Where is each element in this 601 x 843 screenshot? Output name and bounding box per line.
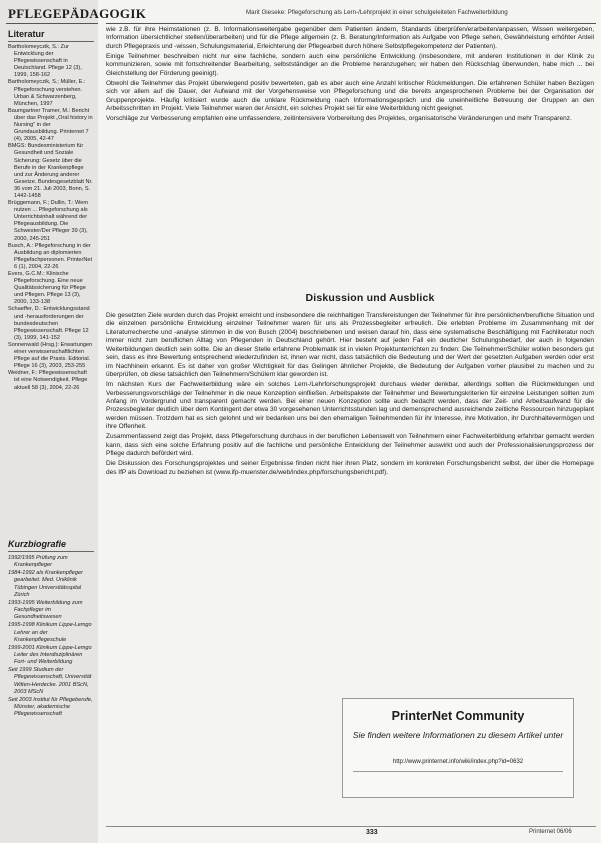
community-box-text: Sie finden weitere Informationen zu diesem Artikel unter <box>352 730 564 740</box>
community-box-divider <box>353 771 563 772</box>
literature-heading-rule <box>8 41 94 42</box>
header-divider <box>106 23 596 24</box>
reference-item: Schaeffer, D.: Entwicklungsstand und -herausforderungen der bundesdeutschen Pflegewissenschaft. Pflege 12 (3), 1999, 141-152 <box>8 306 90 341</box>
biography-heading-rule <box>8 551 94 552</box>
biography-list <box>8 555 94 719</box>
body-paragraph: Obwohl die Teilnehmer das Projekt überwiegend positiv bewerteten, gab es aber auch eine Anzahl kritischer Rückmeldungen. Die erfahrenen Schüler haben Bezügen sich vor allem auf die Dauer, der Aufwand mit der Vorgehensweise von Pflegeforschung und die bereits angesprochenen Probleme bei der Organisation der Gruppenprojekte. Häufig kritisiert wurde auch die unklare Rückmeldung nach Informationsgespräch und die uneinheitliche Betreuung der Gruppen an den Arbeitsschritten im Projekt. Viele Teilnehmer waren der Ansicht, ein solches Projekt sei für eine Weiterbildung nicht geeignet. <box>106 79 594 113</box>
biography-item: Seit 1999 Studium der Pflegewissenschaft, Universität Witten-Herdecke. 2001 BScN, 2003 MScN <box>8 667 92 695</box>
brand-divider <box>6 23 98 24</box>
reference-list <box>8 44 94 392</box>
body-paragraph: Die gesetzten Ziele wurden durch das Projekt erreicht und insbesondere die reichhaltigen Transfereistungen der Teilnehmer für ihre persönlichen/berufliche Situation und die einzelnen persönliche Entwicklung einzelner Teilnehmer waren für uns als Prozessbegleiter erfreulich. Die erlebten Probleme im Zusammenhang mit der Literaturrecherche und -analyse stimmen in die von Busch (2004) beschriebenen und weisen darauf hin, dass eine systematische Beschäftigung mit Fachliteratur noch immer nicht zum beruflichen Alltag von Pflegenden in Deutschland gehört. Hier besteht auf jeden Fall ein deutlicher Schulungsbedarf, der auch in folgenden Weiterbildungen deutlich sein sollte. Die an dieser Stelle erfahrene Problematik ist in vielen Projektunterrichten zu finden: Die Teilnehmer/Schüler wollen besonders gut sein, dass es ihre Bewertung entsprechend wiederzufinden ist, ihnen war nicht, dass tatsächlich die Bedeutung und der Wert der gesetzten Aufgaben werden oder erst im Nachhinein erkannt. Es ist daher von großer Wichtigkeit für das Gelingen ähnlicher Projekte, die Bedeutung der Aufgaben vorher plausibel zu machen und zu überprüfen, ob diese tatsächlich den Teilnehmern/Schülern klar geworden ist. <box>106 312 594 379</box>
reference-item: Weidner, F.: Pflegewissenschaft ist eine Notwendigkeit. Pflege aktuell 58 (3), 2004, 22-26 <box>8 370 88 391</box>
biography-item: Seit 2003 Institut für Pflegeberufe, Münster, akademische Pflegewissenschaft <box>8 696 93 718</box>
reference-item: Bartholomeyczik, S.; Müller, E.: Pflegeforschung verstehen. Urban & Schwarzenberg, München, 1997 <box>8 79 86 107</box>
journal-issue: Printernet 06/06 <box>529 829 572 835</box>
running-head: Marit Gieseke: Pflegeforschung als Lern-/Lehrprojekt in einer schulgeleiteten Fachweiterbildung <box>246 9 508 16</box>
community-info-box <box>342 698 574 798</box>
journal-brand: PFLEGEPÄDAGOGIK <box>8 6 147 21</box>
body-paragraph: wie z.B. für ihre Heimstationen (z. B. Informationsweitergabe gegenüber dem Patienten ändern, Standards überprüfen/erarbeiten/anpassen, Wissen weitergeben, Information übersichtlicher stellen/überarbeiten) und für die Pflege allgemein (z. B. Beratung/Information als Aufgabe von Pflege sehen, Gewährleistung erhöhter Anteil durch Pflegepraxis und -wissen, Schulungsmaterial, Erleichterung der Pflegearbeit durch höhere Selbstpflegekompetenz der Patienten). <box>106 26 594 50</box>
reference-item: Brüggemann, F.; Dullin, T.: Wem nutzen ... Pflegeforschung als Unterrichtsinhalt während der Pflegeausbildung. Die Schwester/Der Pfleger 39 (3), 2000, 245-251 <box>8 200 89 242</box>
reference-item: Baumgartner Tramer, M.: Bericht über das Projekt „Oral history in Nursing“ in der Grundausbildung. Printernet 7 (4), 2005, 42-47 <box>8 107 93 143</box>
community-box-link[interactable]: http://www.printernet.info/wiki/index.php?id=0632 <box>392 759 524 765</box>
reference-item: BMGS: Bundesministerium für Gesundheit und Soziale Sicherung: Gesetz über die Berufe in der Krankenpflege und zur Änderung anderer Gesetze. Bundesgesetzblatt Nr. 36 vom 21. Juli 2003, Bonn, S. 1442-1458 <box>8 143 93 199</box>
section-title: Diskussion und Ausblick <box>305 292 435 304</box>
footer-divider <box>106 826 596 827</box>
body-paragraph: Die Diskussion des Forschungsprojektes und seiner Ergebnisse finden nicht hier ihren Platz, sondern im konkreten Forschungsbericht selbst, der über die Homepage des IfP als Download zu beziehen ist (www.ifp-muenster.de/web/index.php/forschungsbericht.pdf). <box>106 460 594 476</box>
biography-heading: Kurzbiografie <box>8 539 67 549</box>
reference-item: Evers, G.C.M.: Klinische Pflegeforschung. Eine neue Qualitätssicherung für Pflege und Pflegen. Pflege 13 (3), 2000, 133-138 <box>8 271 86 306</box>
main-text-intro <box>106 26 594 125</box>
community-box-title: PrinterNet Community <box>391 709 525 723</box>
page-number: 333 <box>366 829 378 836</box>
body-paragraph: Im nächsten Kurs der Fachweiterbildung wäre ein solches Lern-/Lehrforschungsprojekt durchaus wieder denkbar, allerdings sollten die Rückmeldungen und Verbesserungsvorschläge der Teilnehmer in die neue Konzeption einfließen. Arbeitspakete der Teilnehmer und Bewertungskriterien für einzelne Leistungen sollten zum Anfang im Vordergrund und transparent gemacht werden. Bei einer neuen Konzeption sollte auch bedacht werden, dass der Zeit- und Arbeitsaufwand für die Prozessbegleiter deutlich über dem Kontingent der etwa 30 vorgesehenen Unterrichtsstunden lag und demensprechend ausreichende zeitliche Ressourcen hinzugeplant werden müssen. Trotzdem hat es sich gelohnt und wir bedanken uns bei den ehemaligen Teilnehmenden für ihr Interesse, ihre Motivation, ihr Durchhaltevermögen und ihre Offenheit. <box>106 381 594 431</box>
body-paragraph: Zusammenfassend zeigt das Projekt, dass Pflegeforschung durchaus in der beruflichen Lebenswelt von Teilnehmern einer Fachweiterbildung erfahrbar gemacht werden kann, dass sich eine solche Erfahrung positiv auf die fachliche und persönliche Entwicklung der Teilnehmer auswirkt und auch der Professionalisierungsprozess der Pflege dadurch befördert wird. <box>106 433 594 458</box>
biography-item: 1984-1992 als Krankenpfleger gearbeitet. Med. Uniklinik Tübingen Universitätsspital Zürich <box>8 570 83 598</box>
biography-item: 1999-2001 Klinikum Lippe-Lemgo Leiter des Interdisziplinären Fort- und Weiterbildung <box>8 644 92 666</box>
biography-item: 1993-1995 Weiterbildung zum Fachpfleger im Gesundheitswesen <box>8 599 83 621</box>
main-text-discussion <box>106 312 594 479</box>
body-paragraph: Einige Teilnehmer beschreiben nicht nur eine fachliche, sondern auch eine persönliche Entwicklung (insbesondere, mit anderen Institutionen in der Klinik zu kommunizieren, sowie mit fortschreitender Bearbeitung, selbstständiger an die Probleme heranzugehen; wir haben den Rückschlag überwunden, habe mich ... bei Gleichstellung der Förderung geeinigt). <box>106 52 594 77</box>
biography-item: 1992/1995 Prüfung zum Krankenpfleger <box>8 555 68 569</box>
biography-item: 1995-1998 Klinikum Lippe-Lemgo Lehrer an der Krankenpflegeschule <box>8 622 92 643</box>
reference-item: Sonnenwald (Hrsg.): Erwartungen einer verwissenschaftlichten Pflege auf die Praxis. Editorial. Pflege 16 (3), 2003, 253-255 <box>8 341 93 370</box>
literature-heading: Literatur <box>8 29 45 39</box>
reference-item: Busch, A.: Pflegeforschung in der Ausbildung an diplomierten Pflegefachpersonen. PrinterNet 6 (1), 2004, 22-26 <box>8 242 93 270</box>
reference-item: Bartholomeyczik, S.: Zur Entwicklung der Pflegewissenschaft in Deutschland. Pflege 12 (3), 1999, 158-162 <box>8 44 82 79</box>
body-paragraph: Vorschläge zur Verbesserung empfahlen eine umfassendere, zeitintensivere Vorbereitung des Projektes, organisatorische Veränderungen und mehr Transparenz. <box>106 115 572 123</box>
